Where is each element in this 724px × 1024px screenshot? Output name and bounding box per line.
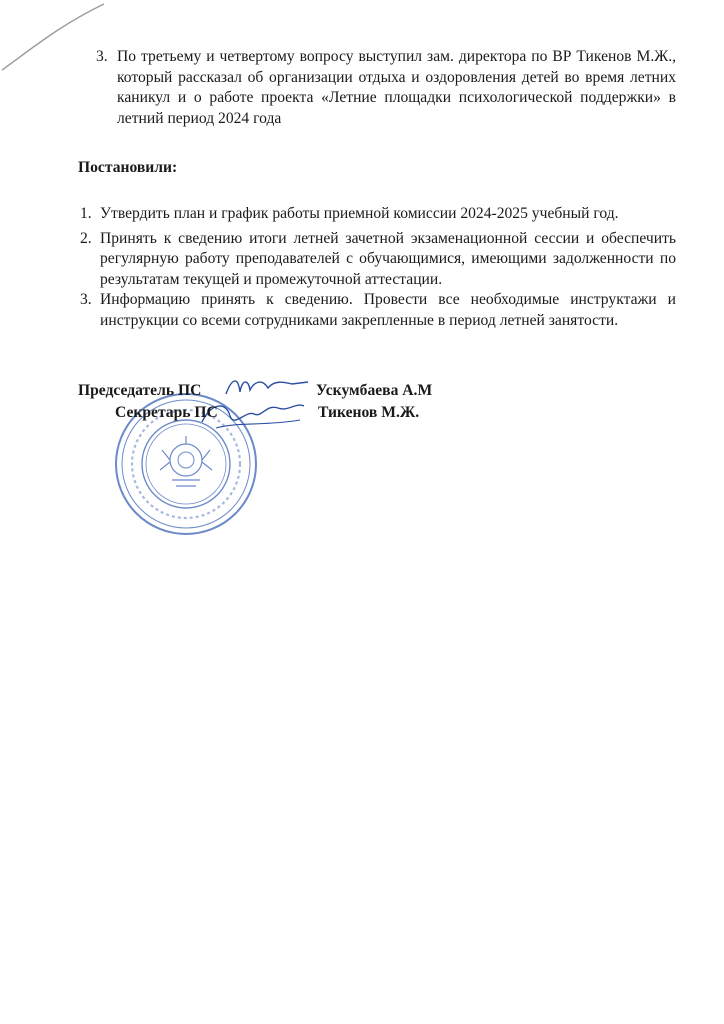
chair-name: Ускумбаева А.М (316, 382, 433, 399)
item-text: Принять к сведению итоги летней зачетной экзаменационной сессии и обеспечить регулярную работу преподавателей с обучающимися, имеющими задолженности по результатам текущей и промежуточной аттестации. (100, 229, 676, 288)
item-number: 1. (80, 205, 92, 222)
previous-agenda-item (96, 47, 676, 129)
chair-role: Председатель ПС (78, 382, 202, 399)
list-item (80, 229, 676, 291)
resolution-heading: Постановили: (78, 159, 178, 176)
item-text: По третьему и четвертому вопросу выступил зам. директора по ВР Тикенов М.Ж., который рассказал об организации отдыха и оздоровления детей во время летних каникул и о работе проекта «Летние площадки психологической поддержки» в летний период 2024 года (117, 48, 676, 127)
item-text: Утвердить план и график работы приемной комиссии 2024-2025 учебный год. (100, 205, 619, 222)
item-number: 3. (80, 291, 92, 308)
secretary-role: Секретарь ПС (115, 404, 218, 421)
list-item (80, 290, 676, 331)
decisions-list (80, 204, 676, 331)
item-number: 3. (96, 48, 108, 65)
item-text: Информацию принять к сведению. Провести все необходимые инструктажи и инструкции со всеми сотрудниками закрепленные в период летней занятости. (100, 291, 676, 329)
list-item (80, 204, 676, 225)
item-number: 2. (80, 229, 92, 247)
secretary-name: Тикенов М.Ж. (318, 404, 420, 421)
